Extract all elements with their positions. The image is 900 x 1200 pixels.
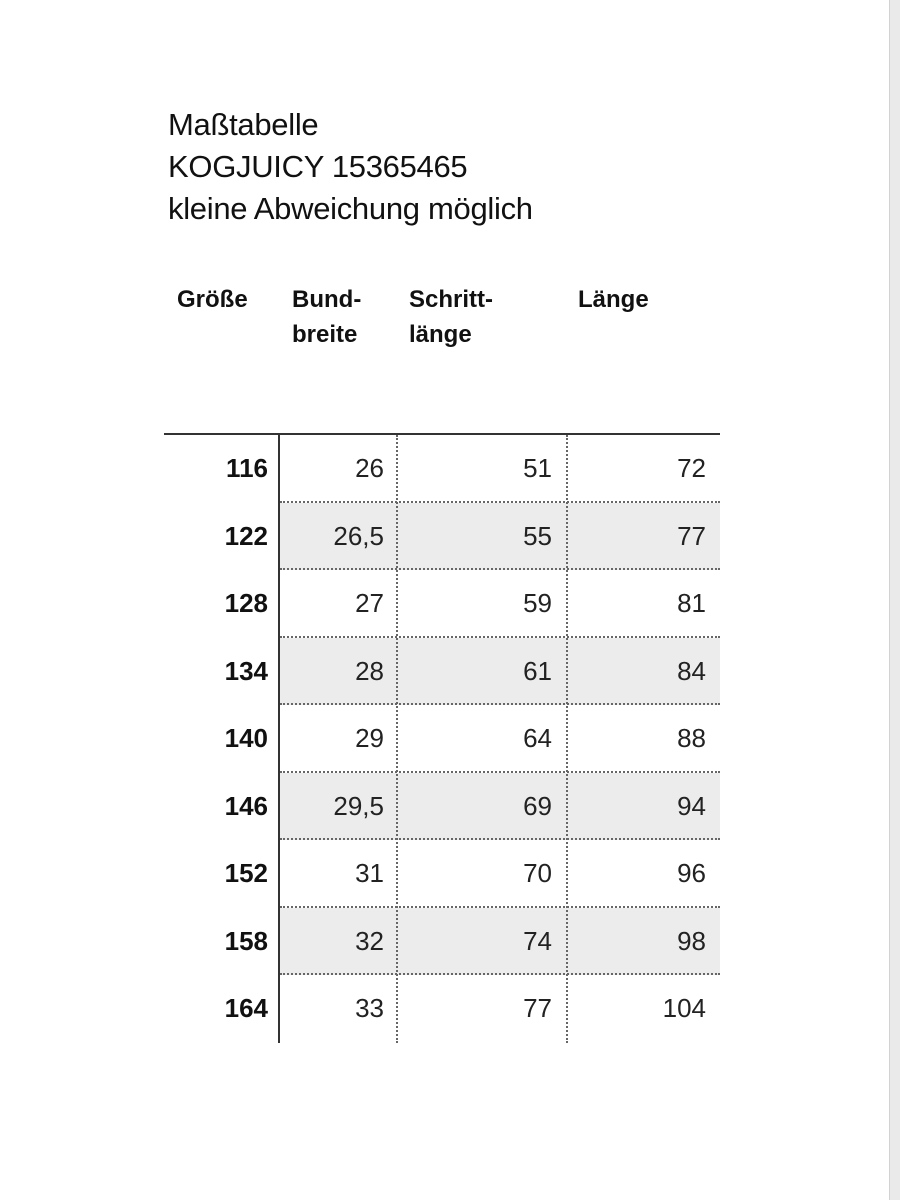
- inseam-cell: 51: [523, 453, 552, 483]
- column-divider-1: [396, 435, 398, 1043]
- waist-cell: 26,5: [333, 520, 384, 551]
- table-row: [164, 503, 720, 571]
- table-row: [164, 975, 720, 1043]
- table-row: [164, 705, 720, 773]
- inseam-cell: 55: [523, 520, 552, 551]
- doc-title: Maßtabelle: [168, 107, 319, 142]
- header-inseam: Schritt- länge: [409, 286, 493, 348]
- size-column-divider: [278, 433, 280, 1043]
- length-cell: 104: [662, 993, 706, 1023]
- size-cell: 164: [224, 993, 268, 1023]
- table-top-rule: [164, 433, 720, 435]
- size-cell: 140: [224, 723, 268, 753]
- waist-cell: 28: [355, 655, 384, 686]
- waist-cell: 29,5: [333, 790, 384, 821]
- size-cell: 116: [226, 453, 268, 483]
- length-cell: 98: [677, 925, 706, 956]
- table-row: [164, 840, 720, 908]
- length-cell: 96: [677, 858, 706, 888]
- product-code: KOGJUICY 15365465: [168, 149, 468, 184]
- length-cell: 88: [677, 723, 706, 753]
- title-block: [168, 104, 533, 230]
- table-row: [164, 773, 720, 841]
- header-length: Länge: [578, 286, 649, 313]
- length-cell: 94: [677, 790, 706, 821]
- page-edge: [889, 0, 900, 1200]
- size-cell: 152: [224, 858, 268, 888]
- size-cell: 158: [224, 925, 268, 956]
- size-cell: 128: [224, 588, 268, 618]
- inseam-cell: 64: [523, 723, 552, 753]
- waist-cell: 33: [355, 993, 384, 1023]
- inseam-cell: 77: [523, 993, 552, 1023]
- size-cell: 134: [224, 655, 268, 686]
- deviation-note: kleine Abweichung möglich: [168, 191, 533, 226]
- length-cell: 72: [677, 453, 706, 483]
- table-row: [164, 570, 720, 638]
- size-cell: 146: [224, 790, 268, 821]
- waist-cell: 29: [355, 723, 384, 753]
- column-divider-2: [566, 435, 568, 1043]
- waist-cell: 26: [355, 453, 384, 483]
- waist-cell: 31: [355, 858, 384, 888]
- waist-cell: 27: [355, 588, 384, 618]
- inseam-cell: 59: [523, 588, 552, 618]
- table-row: [164, 638, 720, 706]
- length-cell: 77: [677, 520, 706, 551]
- inseam-cell: 69: [523, 790, 552, 821]
- inseam-cell: 61: [523, 655, 552, 686]
- header-size: Größe: [177, 286, 248, 313]
- header-waist: Bund- breite: [292, 286, 362, 348]
- length-cell: 81: [677, 588, 706, 618]
- table-body: [164, 435, 720, 1043]
- size-cell: 122: [224, 520, 268, 551]
- table-row: [164, 435, 720, 503]
- length-cell: 84: [677, 655, 706, 686]
- inseam-cell: 74: [523, 925, 552, 956]
- inseam-cell: 70: [523, 858, 552, 888]
- waist-cell: 32: [355, 925, 384, 956]
- table-row: [164, 908, 720, 976]
